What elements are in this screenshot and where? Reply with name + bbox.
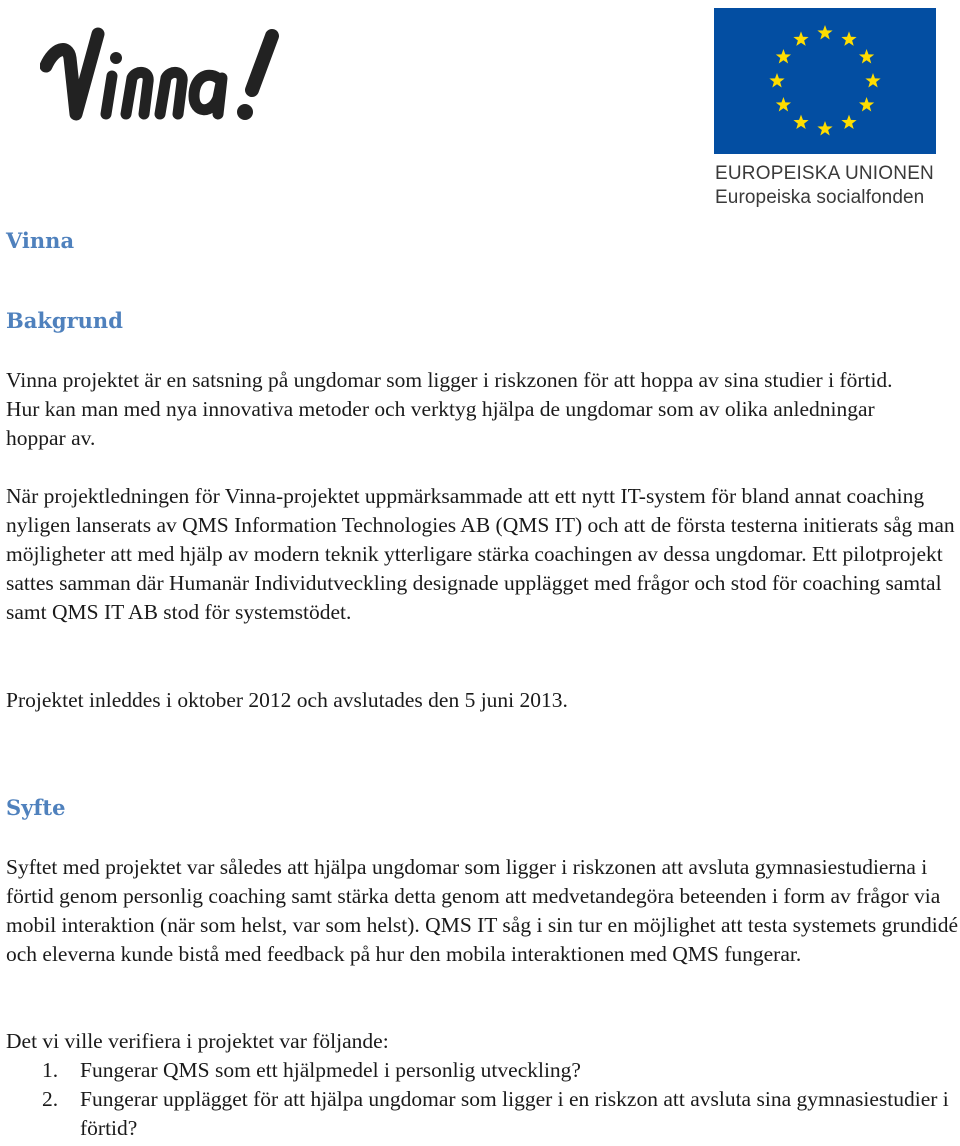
paragraph-bakgrund-2: När projektledningen för Vinna-projektet uppmärksammade att ett nytt IT-system för bland annat coaching nyligen lanserats av QMS Information Technologies AB (QMS IT) och att de första testerna initierats såg man möjligheter att med hjälp av modern teknik ytterligare stärka coachingen av dessa ungdomar. Ett pilotprojekt sattes samman där Humanär Individutveckling designade upplägget med frågor och stod för coaching samtal samt QMS IT AB stod för systemstödet. (6, 484, 955, 624)
list-item-number: 1. (42, 1058, 59, 1082)
eu-caption-line1: EUROPEISKA UNIONEN (715, 163, 934, 184)
eu-caption (715, 162, 955, 210)
vinna-logo (40, 18, 290, 133)
heading-bakgrund: Bakgrund (6, 308, 123, 333)
list-item-text: Fungerar upplägget för att hjälpa ungdomar som ligger i en riskzon att avsluta sina gymnasiestudier i förtid? (80, 1087, 949, 1140)
heading-syfte: Syfte (6, 795, 66, 820)
paragraph-bakgrund-3: Projektet inleddes i oktober 2012 och avslutades den 5 juni 2013. (6, 688, 568, 712)
paragraph-bakgrund-1: Vinna projektet är en satsning på ungdomar som ligger i riskzonen för att hoppa av sina studier i förtid. Hur kan man med nya innovativa metoder och verktyg hjälpa de ungdomar som av olika anledningar hoppar av. (6, 368, 893, 450)
list-item (6, 1056, 960, 1085)
list-item (6, 1085, 960, 1143)
paragraph-syfte-2: Det vi ville verifiera i projektet var följande: (6, 1029, 389, 1053)
verification-list (6, 1056, 960, 1143)
eu-flag (714, 8, 936, 154)
page-title: Vinna (6, 228, 75, 253)
paragraph-syfte-1: Syftet med projektet var således att hjälpa ungdomar som ligger i riskzonen att avsluta gymnasiestudierna i förtid genom personlig coaching samt stärka detta genom att medvetandegöra beteenden i form av frågor via mobil interaktion (när som helst, var som helst). QMS IT såg i sin tur en möjlighet att testa systemets grundidé och eleverna kunde bistå med feedback på hur den mobila interaktionen med QMS fungerar. (6, 855, 959, 966)
list-item-text: Fungerar QMS som ett hjälpmedel i personlig utveckling? (80, 1058, 581, 1082)
list-item-number: 2. (42, 1087, 59, 1111)
eu-caption-line2: Europeiska socialfonden (715, 187, 925, 208)
